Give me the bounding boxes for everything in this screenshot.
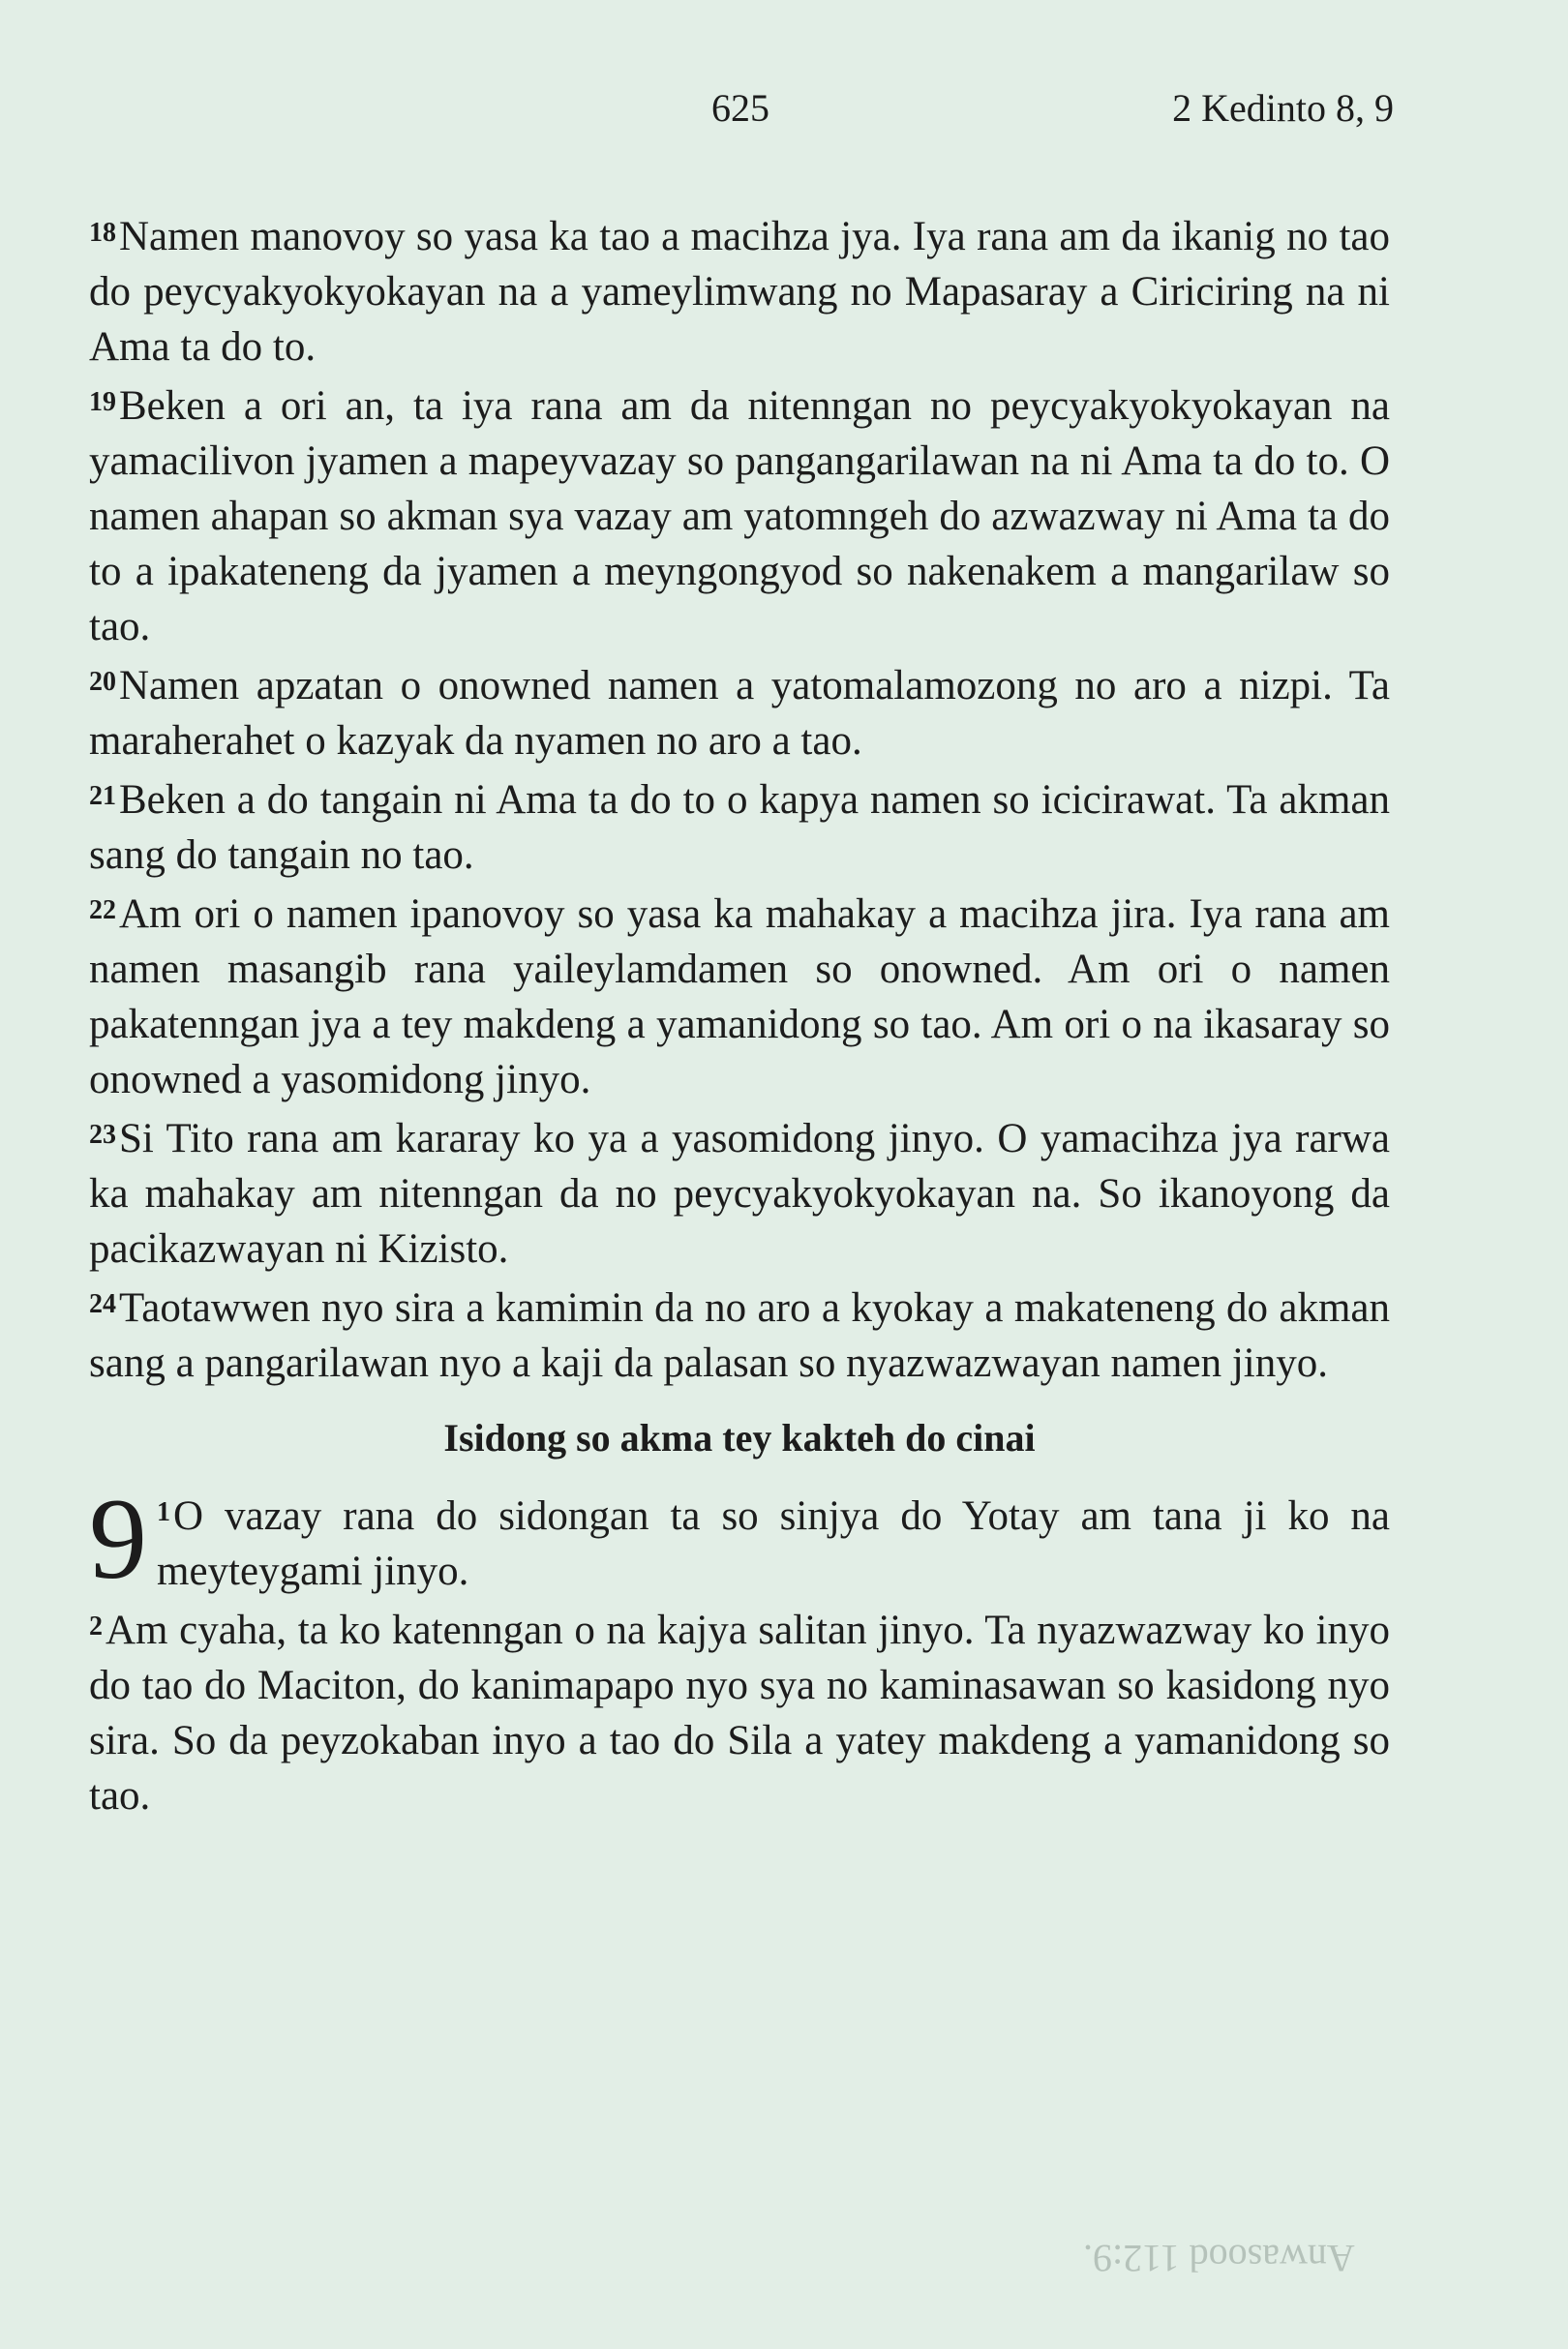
verse-number: 22 xyxy=(89,895,116,925)
verse-number: 1 xyxy=(157,1497,170,1527)
verse-text: Am ori o namen ipanovoy so yasa ka mahakay a macihza jira. Iya rana am namen masangib rana yaileylamdamen so onowned. Am ori o namen pakatenngan jya a tey makdeng a yamanidong so tao. Am ori o na ikasaray so onowned a yasomidong jinyo. xyxy=(89,891,1390,1102)
verse-number: 21 xyxy=(89,781,116,811)
chapter-number: 9 xyxy=(89,1474,147,1603)
running-head: 2 Kedinto 8, 9 xyxy=(1172,86,1394,130)
text-body xyxy=(89,205,1390,1823)
verse-text: O vazay rana do sidongan ta so sinjya do Yotay am tana ji ko na meyteygami jinyo. xyxy=(157,1493,1390,1594)
verse-text: Taotawwen nyo sira a kamimin da no aro a kyokay a makateneng do akman sang a pangarilawan nyo a kaji da palasan so nyazwazwayan namen jinyo. xyxy=(89,1285,1390,1386)
verse-text: Si Tito rana am kararay ko ya a yasomidong jinyo. O yamacihza jya rarwa ka mahakay am nitenngan da no peycyakyokyokayan na. So ikanoyong da pacikazwayan ni Kizisto. xyxy=(89,1116,1390,1272)
verse-19 xyxy=(89,375,1390,654)
verse-20 xyxy=(89,654,1390,768)
verse-number: 2 xyxy=(89,1611,103,1641)
verse-24 xyxy=(89,1277,1390,1391)
verse-text: Beken a ori an, ta iya rana am da nitenngan no peycyakyokyokayan na yamacilivon jyamen a mapeyvazay so pangangarilawan na ni Ama ta do to. O namen ahapan so akman sya vazay am yatomngeh do azwazway ni Ama ta do to a ipakateneng da jyamen a meyngongyod so nakenakem a mangarilaw so tao. xyxy=(89,383,1390,649)
verse-text: Beken a do tangain ni Ama ta do to o kapya namen so icicirawat. Ta akman sang do tangain no tao. xyxy=(89,777,1390,878)
page-number: 625 xyxy=(711,86,769,130)
verse-number: 20 xyxy=(89,667,116,697)
chapter-9-verse-1 xyxy=(89,1474,1390,1603)
verse-18 xyxy=(89,205,1390,375)
verse-number: 18 xyxy=(89,218,116,248)
verse-text: Namen manovoy so yasa ka tao a macihza jya. Iya rana am da ikanig no tao do peycyakyokyokayan na a yameylimwang no Mapasaray a Ciriciring na ni Ama ta do to. xyxy=(89,214,1390,370)
verse-21 xyxy=(89,768,1390,883)
verse-number: 19 xyxy=(89,387,116,417)
verse-number: 23 xyxy=(89,1120,116,1150)
verse-text: Namen apzatan o onowned namen a yatomalamozong no aro a nizpi. Ta maraherahet o kazyak da nyamen no aro a tao. xyxy=(89,663,1390,764)
page-header xyxy=(87,85,1394,139)
chapter-9-verse-2 xyxy=(89,1599,1390,1823)
verse-number: 24 xyxy=(89,1289,116,1319)
section-heading: Isidong so akma tey kakteh do cinai xyxy=(443,1416,1036,1460)
verse-22 xyxy=(89,883,1390,1107)
verse-23 xyxy=(89,1107,1390,1277)
verse-text: Am cyaha, ta ko katenngan o na kajya salitan jinyo. Ta nyazwazway ko inyo do tao do Maciton, do kanimapapo nyo sya no kaminasawan so kasidong nyo sira. So da peyzokaban inyo a tao do Sila a yatey makdeng a yamanidong so tao. xyxy=(89,1608,1390,1819)
bleed-through-text: Anwasood 112:9. xyxy=(1083,2237,1355,2280)
